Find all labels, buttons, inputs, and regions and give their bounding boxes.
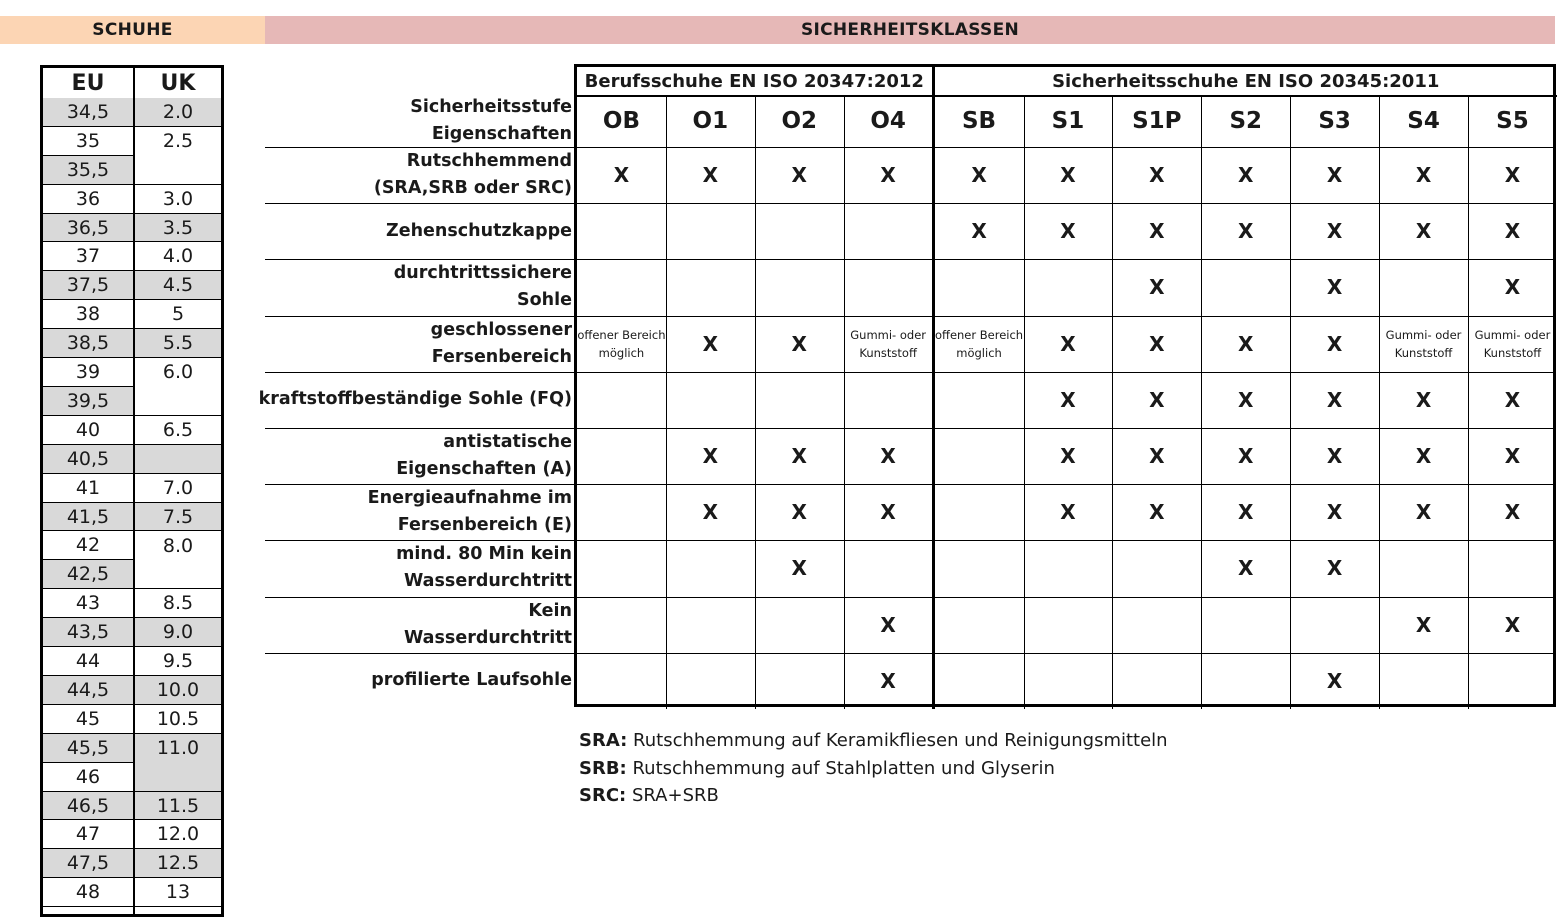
requirement-mark: X <box>1415 219 1432 244</box>
property-label <box>404 597 572 653</box>
uk-size-cell: 12.5 <box>135 849 221 878</box>
requirement-mark: X <box>1326 163 1343 188</box>
eu-size-cell: 47,5 <box>43 849 133 878</box>
eu-size-cell: 38 <box>43 300 133 329</box>
property-label <box>368 484 572 540</box>
uk-size-cell: 4.5 <box>135 271 221 300</box>
property-label <box>386 203 572 259</box>
requirement-mark: X <box>1238 219 1254 244</box>
uk-size-cell: 11.5 <box>135 792 221 821</box>
label-line: Fersenbereich <box>431 346 572 367</box>
requirement-mark: X <box>791 444 807 469</box>
legend <box>579 727 1168 810</box>
requirement-mark: X <box>791 556 807 581</box>
requirement-mark: X <box>1238 163 1254 188</box>
requirement-mark: X <box>613 163 630 188</box>
size-table-divider <box>133 68 135 914</box>
property-label-header <box>410 95 572 147</box>
requirement-mark: X <box>971 163 987 188</box>
eu-size-cell: 38,5 <box>43 329 133 358</box>
label-line: geschlossener <box>430 319 572 340</box>
eu-size-cell: 42,5 <box>43 560 133 589</box>
uk-size-cell: 7.5 <box>135 503 221 532</box>
property-label <box>396 428 572 484</box>
requirement-note: Gummi- oder Kunststoff <box>1385 327 1462 360</box>
safety-class-matrix <box>574 64 1556 707</box>
requirement-mark: X <box>1060 444 1076 469</box>
eu-column-header: EU <box>43 68 133 100</box>
uk-column-header: UK <box>135 68 221 100</box>
legend-text: Rutschhemmung auf Stahlplatten und Glyserin <box>632 757 1055 779</box>
eu-size-cell: 42 <box>43 532 133 561</box>
eu-size-cell: 44,5 <box>43 676 133 705</box>
legend-key: SRB: <box>579 757 627 779</box>
uk-size-cell: 5.5 <box>135 329 221 358</box>
requirement-mark: X <box>1504 387 1521 412</box>
uk-size-cell: 3.5 <box>135 214 221 243</box>
requirement-mark: X <box>880 163 896 188</box>
row-divider <box>577 259 1553 260</box>
uk-size-cell: 12.0 <box>135 821 221 850</box>
safety-class-s1p: S1P <box>1132 108 1182 134</box>
requirement-mark: X <box>1326 668 1343 693</box>
requirement-mark: X <box>1504 500 1521 525</box>
uk-size-cell: 9.5 <box>135 647 221 676</box>
label-line: Eigenschaften <box>431 124 572 144</box>
requirement-mark: X <box>702 163 719 188</box>
eu-size-cell: 40,5 <box>43 445 133 474</box>
requirement-mark: X <box>1149 331 1165 356</box>
eu-size-cell: 48 <box>43 878 133 907</box>
uk-size-cell: 7.0 <box>135 474 221 503</box>
uk-size-cell: 6.5 <box>135 416 221 445</box>
eu-size-cell: 36,5 <box>43 214 133 243</box>
uk-size-cell: 2.5 <box>135 127 221 185</box>
safety-class-o4: O4 <box>870 108 906 134</box>
requirement-mark: X <box>791 331 807 356</box>
uk-size-cell: 11.0 <box>135 734 221 792</box>
label-line: Energieaufnahme im <box>367 488 572 509</box>
property-label <box>396 540 572 596</box>
requirement-mark: X <box>1060 163 1076 188</box>
legend-text: SRA+SRB <box>631 785 719 806</box>
requirement-mark: X <box>1415 444 1432 469</box>
requirement-mark: X <box>880 444 896 469</box>
requirement-mark: X <box>1149 387 1165 412</box>
label-line: Wasserdurchtritt <box>404 571 572 592</box>
label-line: antistatische <box>443 432 572 453</box>
safety-class-s4: S4 <box>1407 108 1440 134</box>
uk-size-cell: 2.0 <box>135 98 221 127</box>
uk-size-cell: 10.0 <box>135 676 221 705</box>
label-line: Fersenbereich (E) <box>397 515 572 536</box>
requirement-mark: X <box>880 500 896 525</box>
uk-size-cell: 13 <box>135 878 221 907</box>
uk-size-cell: 10.5 <box>135 705 221 734</box>
requirement-mark: X <box>1504 219 1521 244</box>
requirement-note: Gummi- oder Kunststoff <box>1474 327 1551 360</box>
requirement-mark: X <box>1326 556 1343 581</box>
uk-size-cell: 4.0 <box>135 243 221 272</box>
safety-class-s2: S2 <box>1229 108 1263 134</box>
eu-size-cell: 46,5 <box>43 792 133 821</box>
standard-group-header: Berufsschuhe EN ISO 20347:2012 <box>577 67 932 97</box>
label-line: Kein <box>528 600 572 621</box>
legend-item <box>579 755 1168 783</box>
eu-size-cell: 46 <box>43 763 133 792</box>
requirement-mark: X <box>791 500 807 525</box>
requirement-mark: X <box>1326 219 1343 244</box>
requirement-mark: X <box>1415 387 1432 412</box>
eu-size-cell: 43,5 <box>43 618 133 647</box>
eu-size-cell: 39,5 <box>43 387 133 416</box>
label-line: kraftstoffbeständige Sohle (FQ) <box>258 389 572 410</box>
requirement-mark: X <box>1238 500 1254 525</box>
legend-item <box>579 782 1168 810</box>
requirement-note: offener Bereich möglich <box>934 327 1024 360</box>
label-line: (SRA,SRB oder SRC) <box>373 178 572 199</box>
requirement-mark: X <box>791 163 807 188</box>
eu-size-cell: 35 <box>43 127 133 156</box>
legend-item <box>579 727 1168 755</box>
requirement-mark: X <box>1060 219 1076 244</box>
row-divider <box>577 540 1553 541</box>
property-label <box>394 259 572 315</box>
label-line: Sohle <box>517 290 572 311</box>
property-label <box>259 372 572 428</box>
uk-size-cell: 8.5 <box>135 589 221 618</box>
requirement-mark: X <box>1504 612 1521 637</box>
legend-text: Rutschhemmung auf Keramikfliesen und Reinigungsmitteln <box>633 730 1168 751</box>
label-line: Wasserdurchtritt <box>404 627 572 648</box>
requirement-mark: X <box>1149 444 1165 469</box>
requirement-mark: X <box>971 219 987 244</box>
label-line: Rutschhemmend <box>406 151 572 172</box>
label-line: Sicherheitsstufe <box>410 97 572 117</box>
eu-size-cell: 37 <box>43 243 133 272</box>
property-label <box>374 147 572 203</box>
safety-class-o1: O1 <box>692 108 729 134</box>
standard-group-header: Sicherheitsschuhe EN ISO 20345:2011 <box>935 67 1557 97</box>
requirement-mark: X <box>1504 275 1521 300</box>
requirement-mark: X <box>880 668 896 693</box>
legend-key: SRC: <box>579 785 627 806</box>
property-label <box>431 316 572 372</box>
requirement-note: offener Bereich möglich <box>577 327 666 360</box>
label-line: Zehenschutzkappe <box>386 220 572 241</box>
safety-classes-header: SICHERHEITSKLASSEN <box>265 16 1555 44</box>
label-line: durchtrittssichere <box>393 263 572 284</box>
eu-size-cell: 35,5 <box>43 156 133 185</box>
requirement-mark: X <box>1060 331 1076 356</box>
eu-size-cell: 41,5 <box>43 503 133 532</box>
requirement-mark: X <box>1060 387 1076 412</box>
safety-class-s1: S1 <box>1051 108 1085 134</box>
requirement-mark: X <box>880 612 896 637</box>
requirement-mark: X <box>1326 275 1343 300</box>
eu-size-cell: 45,5 <box>43 734 133 763</box>
requirement-mark: X <box>1060 500 1076 525</box>
safety-class-s5: S5 <box>1496 108 1529 134</box>
label-line: mind. 80 Min kein <box>396 544 572 565</box>
requirement-mark: X <box>1238 387 1254 412</box>
requirement-mark: X <box>702 500 719 525</box>
eu-size-cell: 40 <box>43 416 133 445</box>
requirement-mark: X <box>1415 500 1432 525</box>
requirement-note: Gummi- oder Kunststoff <box>850 327 926 360</box>
requirement-mark: X <box>1504 444 1521 469</box>
label-line: profilierte Laufsohle <box>371 670 572 691</box>
uk-size-cell: 3.0 <box>135 185 221 214</box>
shoes-header: SCHUHE <box>0 16 265 44</box>
safety-class-ob: OB <box>602 108 640 134</box>
eu-size-cell: 41 <box>43 474 133 503</box>
requirement-mark: X <box>1149 275 1165 300</box>
requirement-mark: X <box>702 444 719 469</box>
requirement-mark: X <box>1238 331 1254 356</box>
requirement-mark: X <box>1326 500 1343 525</box>
row-divider <box>577 653 1553 654</box>
eu-size-cell: 37,5 <box>43 271 133 300</box>
requirement-mark: X <box>1326 387 1343 412</box>
property-label <box>371 653 572 709</box>
uk-size-cell: 8.0 <box>135 532 221 590</box>
requirement-mark: X <box>1149 219 1165 244</box>
uk-size-cell: 9.0 <box>135 618 221 647</box>
uk-size-cell: 6.0 <box>135 358 221 416</box>
requirement-mark: X <box>1326 331 1343 356</box>
eu-size-cell: 44 <box>43 647 133 676</box>
label-line: Eigenschaften (A) <box>396 459 572 480</box>
safety-class-sb: SB <box>961 108 997 134</box>
eu-size-cell: 39 <box>43 358 133 387</box>
safety-class-s3: S3 <box>1318 108 1351 134</box>
requirement-mark: X <box>1238 444 1254 469</box>
eu-size-cell: 43 <box>43 589 133 618</box>
requirement-mark: X <box>1415 163 1432 188</box>
legend-key: SRA: <box>579 730 628 751</box>
eu-size-cell: 45 <box>43 705 133 734</box>
requirement-mark: X <box>1415 612 1432 637</box>
requirement-mark: X <box>1149 163 1165 188</box>
uk-size-cell <box>135 445 221 474</box>
eu-size-cell: 36 <box>43 185 133 214</box>
requirement-mark: X <box>702 331 719 356</box>
requirement-mark: X <box>1326 444 1343 469</box>
safety-class-o2: O2 <box>781 108 818 134</box>
requirement-mark: X <box>1504 163 1521 188</box>
requirement-mark: X <box>1149 500 1165 525</box>
eu-size-cell: 34,5 <box>43 98 133 127</box>
requirement-mark: X <box>1238 556 1254 581</box>
size-table <box>40 65 224 917</box>
uk-size-cell: 5 <box>135 300 221 329</box>
eu-size-cell: 47 <box>43 821 133 850</box>
